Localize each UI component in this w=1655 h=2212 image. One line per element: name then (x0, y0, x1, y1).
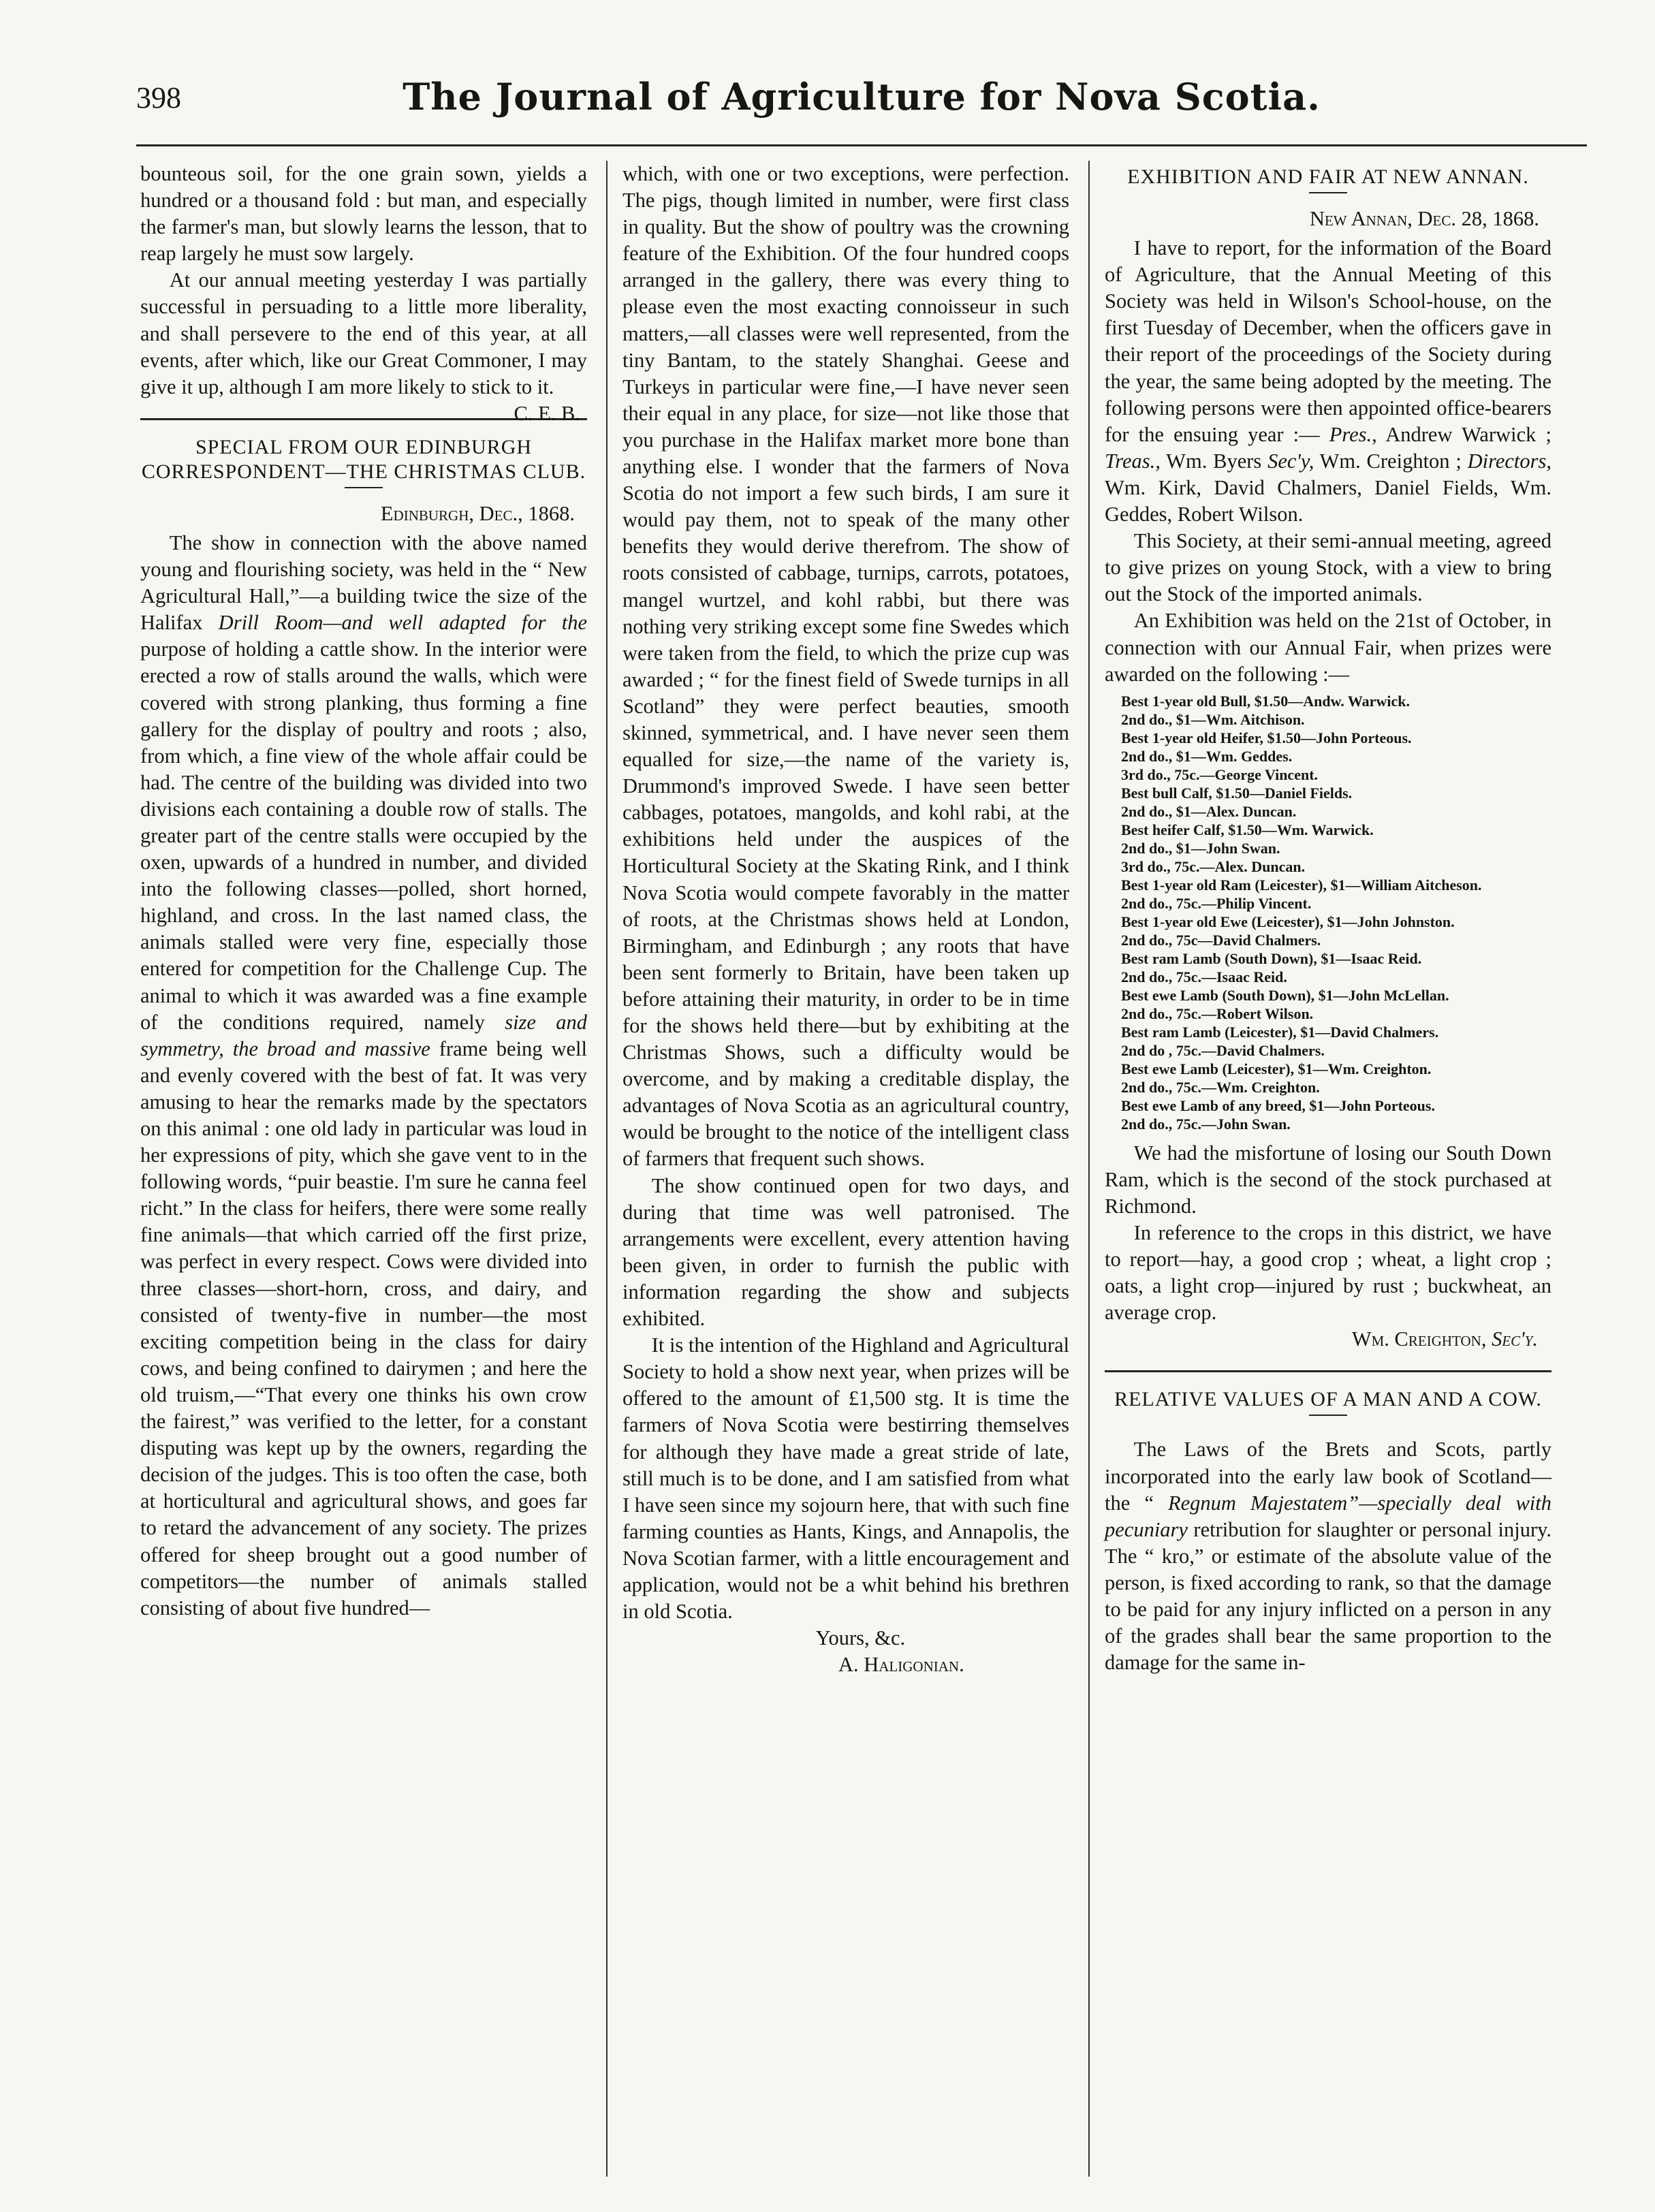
page-header (136, 75, 1587, 129)
paragraph-text: purpose of holding a cattle show. In the interior were erected a row of stalls around the walls, which were covered with strong planking, thus forming a fine gallery for the display of poultry and roots ; also, from which, a fine view of the whole affair could be had. The centre of the building was divided into two divisions each containing a double row of stalls. The greater part of the centre stalls were occupied by the oxen, upwards of a hundred in number, and divided into the following classes—polled, short horned, highland, and cross. In the last named class, the animals stalled were very fine, especially those entered for competition for the Challenge Cup. The animal to which it was awarded was a fine example of the conditions required, namely (140, 637, 587, 1034)
signature (1105, 1326, 1551, 1353)
signature-name: Wm. Creighton, (1351, 1327, 1492, 1351)
column-divider (1088, 161, 1090, 2177)
journal-title: The Journal of Agriculture for Nova Scotia. (403, 75, 1321, 118)
paragraph: It is the intention of the Highland and Agricultural Society to hold a show next year, when prizes will be offered to the amount of £1,500 stg. It is time the farmers of Nova Scotia were bestirring themselves for although they have made a great stride of late, still much is to be done, and I am satisfied from what I have seen since my sojourn here, that with such fine farming counties as Hants, Kings, and Annapolis, the Nova Scotian farmer, with a little encouragement and application, would not be a whit behind his brethren in old Scotia. (622, 1333, 1069, 1624)
prize-entry: 2nd do , 75c.—David Chalmers. (1121, 1041, 1325, 1059)
prize-entry: 2nd do., 75c.—Philip Vincent. (1121, 894, 1312, 912)
office-label: Directors, (1467, 449, 1552, 473)
column-divider (606, 161, 608, 2177)
dateline: New Annan, Dec. 28, 1868. (1309, 207, 1539, 230)
prize-entry: 2nd do., $1—Alex. Duncan. (1121, 802, 1297, 820)
paragraph (140, 530, 587, 1622)
header-rule (136, 144, 1587, 146)
prize-entry: Best ram Lamb (Leicester), $1—David Chalmers. (1121, 1023, 1439, 1041)
prize-entry: 3rd do., 75c.—George Vincent. (1121, 765, 1319, 783)
article-heading: RELATIVE VALUES OF A MAN AND A COW. (1114, 1388, 1542, 1411)
signature: C. E. B. (514, 401, 580, 425)
italic-text: Drill Room—and well adapted for the (218, 611, 587, 635)
short-rule (1309, 192, 1347, 193)
paragraph: bounteous soil, for the one grain sown, yields a hundred or a thousand fold : but man, and especially the farmer's man, but slowly learns the lesson, that to reap largely he must sow largely. (140, 162, 587, 266)
paragraph-text: At our annual meeting yesterday I was partially successful in persuading to a little more liberality, and shall persevere to the end of this year, at all events, after which, like our Great Commoner, I may give it up, although I am more likely to stick to it. (140, 268, 587, 398)
closing: Yours, &c. (815, 1626, 906, 1650)
paragraph: In reference to the crops in this district, we have to report—hay, a good crop ; wheat, a light crop ; oats, a light crop—injured by rust ; buckwheat, an average crop. (1105, 1220, 1551, 1325)
prize-entry: Best 1-year old Ram (Leicester), $1—William Aitcheson. (1121, 876, 1482, 894)
article-heading: SPECIAL FROM OUR EDINBURGH CORRESPONDENT—THE CHRISTMAS CLUB. (141, 435, 586, 483)
paragraph (140, 267, 587, 425)
paragraph-text: I have to report, for the information of the Board of Agriculture, that the Annual Meeting of this Society was held in Wilson's School-house, on the first Tuesday of December, when the officers gave in their report of the proceedings of the Society during the year, the same being adopted by the meeting. The following persons were then appointed office-bearers for the ensuing year :— (1105, 236, 1551, 446)
prize-entry: Best bull Calf, $1.50—Daniel Fields. (1121, 784, 1353, 802)
prize-entry: 2nd do., 75c.—John Swan. (1121, 1115, 1291, 1133)
paragraph: An Exhibition was held on the 21st of October, in connection with our Annual Fair, when prizes were awarded on the following :— (1105, 609, 1551, 686)
signature: A. Haligonian. (838, 1653, 964, 1677)
prize-entry: 2nd do., $1—Wm. Geddes. (1121, 747, 1293, 765)
prize-entry: 2nd do., 75c.—Wm. Creighton. (1121, 1078, 1320, 1096)
paragraph: We had the misfortune of losing our South Down Ram, which is the second of the stock purchased at Richmond. (1105, 1141, 1551, 1218)
prize-entry: Best ewe Lamb (South Down), $1—John McLellan. (1121, 986, 1449, 1004)
paragraph-text: The Laws of the Brets and Scots, partly incorporated into the early law book of Scotland—the “ (1105, 1438, 1551, 1515)
paragraph (1105, 235, 1551, 528)
paragraph: The show continued open for two days, and during that time was well patronised. The arrangements were excellent, every attention having been given, in order to furnish the public with information regarding the show and subjects exhibited. (622, 1173, 1069, 1331)
prize-entry: 2nd do., $1—Wm. Aitchison. (1121, 710, 1305, 728)
office-holder: Wm. Creighton ; (1314, 449, 1468, 473)
prize-entry: Best ewe Lamb of any breed, $1—John Porteous. (1121, 1096, 1435, 1114)
italic-text: size and symmetry, the broad and massive (140, 1010, 587, 1060)
office-holder: Wm. Byers (1160, 449, 1268, 473)
prize-entry: Best 1-year old Bull, $1.50—Andw. Warwick. (1121, 692, 1410, 710)
office-label: Sec'y, (1267, 449, 1314, 473)
office-label: Treas., (1105, 449, 1161, 473)
prize-list (1105, 692, 1551, 1133)
prize-entry: 2nd do., 75c.—Isaac Reid. (1121, 968, 1287, 985)
column-3 (1105, 161, 1551, 1676)
dateline: Edinburgh, Dec., 1868. (380, 501, 575, 525)
italic-text: Regnum Majestatem”—specially deal with pecuniary (1105, 1491, 1551, 1541)
prize-entry: 2nd do., $1—John Swan. (1121, 839, 1280, 857)
prize-entry: Best heifer Calf, $1.50—Wm. Warwick. (1121, 821, 1374, 838)
section-rule (1105, 1370, 1551, 1372)
prize-entry: Best ram Lamb (South Down), $1—Isaac Reid. (1121, 949, 1422, 967)
paragraph: This Society, at their semi-annual meeting, agreed to give prizes on young Stock, with a view to bring out the Stock of the imported animals. (1105, 529, 1551, 606)
paragraph (1105, 1436, 1551, 1676)
prize-entry: Best 1-year old Ewe (Leicester), $1—John Johnston. (1121, 913, 1455, 930)
short-rule (345, 487, 383, 488)
short-rule (1309, 1415, 1347, 1416)
column-1 (140, 161, 587, 1622)
office-holder: Wm. Kirk, David Chalmers, Daniel Fields, Wm. Geddes, Robert Wilson. (1105, 475, 1551, 526)
column-2 (622, 161, 1069, 1678)
office-holder: Andrew Warwick ; (1376, 422, 1551, 446)
paragraph: which, with one or two exceptions, were perfection. The pigs, though limited in number, were first class in quality. But the show of poultry was the crowning feature of the Exhibition. Of the four hundred coops arranged in the gallery, there was every thing to please even the most exacting connoisseur in such matters,—all classes were well represented, from the tiny Bantam, to the stately Shanghai. Geese and Turkeys in particular were fine,—I have never seen their equal in any place, for size—not like those that you purchase in the Halifax market more bone than anything else. I wonder that the farmers of Nova Scotia do not import a few such birds, I am sure it would pay them, not to speak of the many other benefits they would derive therefrom. The show of roots consisted of cabbage, turnips, carrots, potatoes, mangel wurtzel, and kohl rabbi, but there was nothing very striking except some fine Swedes which were taken from the field, to which the prize cup was awarded ; “ for the finest field of Swede turnips in all Scotland” they were perfect beauties, smooth skinned, symmetrical, and. I have never seen them equalled for size,—the name of the variety is, Drummond's improved Swede. I have seen better cabbages, potatoes, mangolds, and kohl rabi, at the exhibitions held under the auspices of the Horticultural Society at the Skating Rink, and I think Nova Scotia would compete favorably in the matter of roots, at the Christmas shows held at London, Birmingham, and Edinburgh ; any roots that have been sent formerly to Britain, have been taken up before attaining their maturity, in order to be in time for the shows held there—but by exhibiting at the Christmas Shows, such a difficulty would be overcome, and by making a creditable display, the advantages of Nova Scotia as an agricultural country, would be brought to the notice of the intelligent class of farmers that frequent such shows. (622, 162, 1069, 1171)
prize-entry: 3rd do., 75c.—Alex. Duncan. (1121, 857, 1306, 875)
paragraph-text: The show in connection with the above named young and flourishing society, was held in the “ New Agricultural Hall,”—a building twice the size of the Halifax (140, 531, 587, 635)
office-label: Pres., (1329, 422, 1377, 446)
paragraph-text: frame being well and evenly covered with the best of fat. It was very amusing to hear the remarks made by the spectators on this animal : one old lady in particular was loud in her expressions of pity, which she gave vent to in the following words, “puir beastie. I'm sure he canna feel richt.” In the class for heifers, there were some really fine animals—that which carried off the first prize, was perfect in every respect. Cows were divided into three classes—short-horn, cross, and dairy, and consisted of twenty-five in number—the most exciting competition being in the class for dairy cows, and being confined to dairymen ; and here the old truism,—“That every one thinks his own crow the fairest,” was verified to the letter, for a constant disputing was kept up by the owners, regarding the decision of the judges. This is too often the case, both at horticultural and agricultural shows, and goes far to retard the advancement of any society. The prizes offered for sheep brought out a good number of competitors—the number of animals stalled consisting of about five hundred— (140, 1037, 587, 1620)
article-heading: EXHIBITION AND FAIR AT NEW ANNAN. (1127, 165, 1529, 188)
signature-title: Sec'y. (1492, 1327, 1538, 1351)
paragraph-text: retribution for slaughter or personal injury. The “ kro,” or estimate of the absolute value of the person, is fixed according to rank, so that the damage to be paid for any injury inflicted on a person in any of the grades shall bear the same proportion to the damage for the same in- (1105, 1517, 1551, 1675)
page-number: 398 (136, 81, 181, 114)
prize-entry: 2nd do., 75c.—Robert Wilson. (1121, 1005, 1314, 1022)
prize-entry: Best 1-year old Heifer, $1.50—John Porteous. (1121, 729, 1412, 746)
prize-entry: Best ewe Lamb (Leicester), $1—Wm. Creighton. (1121, 1060, 1432, 1077)
prize-entry: 2nd do., 75c—David Chalmers. (1121, 931, 1321, 949)
